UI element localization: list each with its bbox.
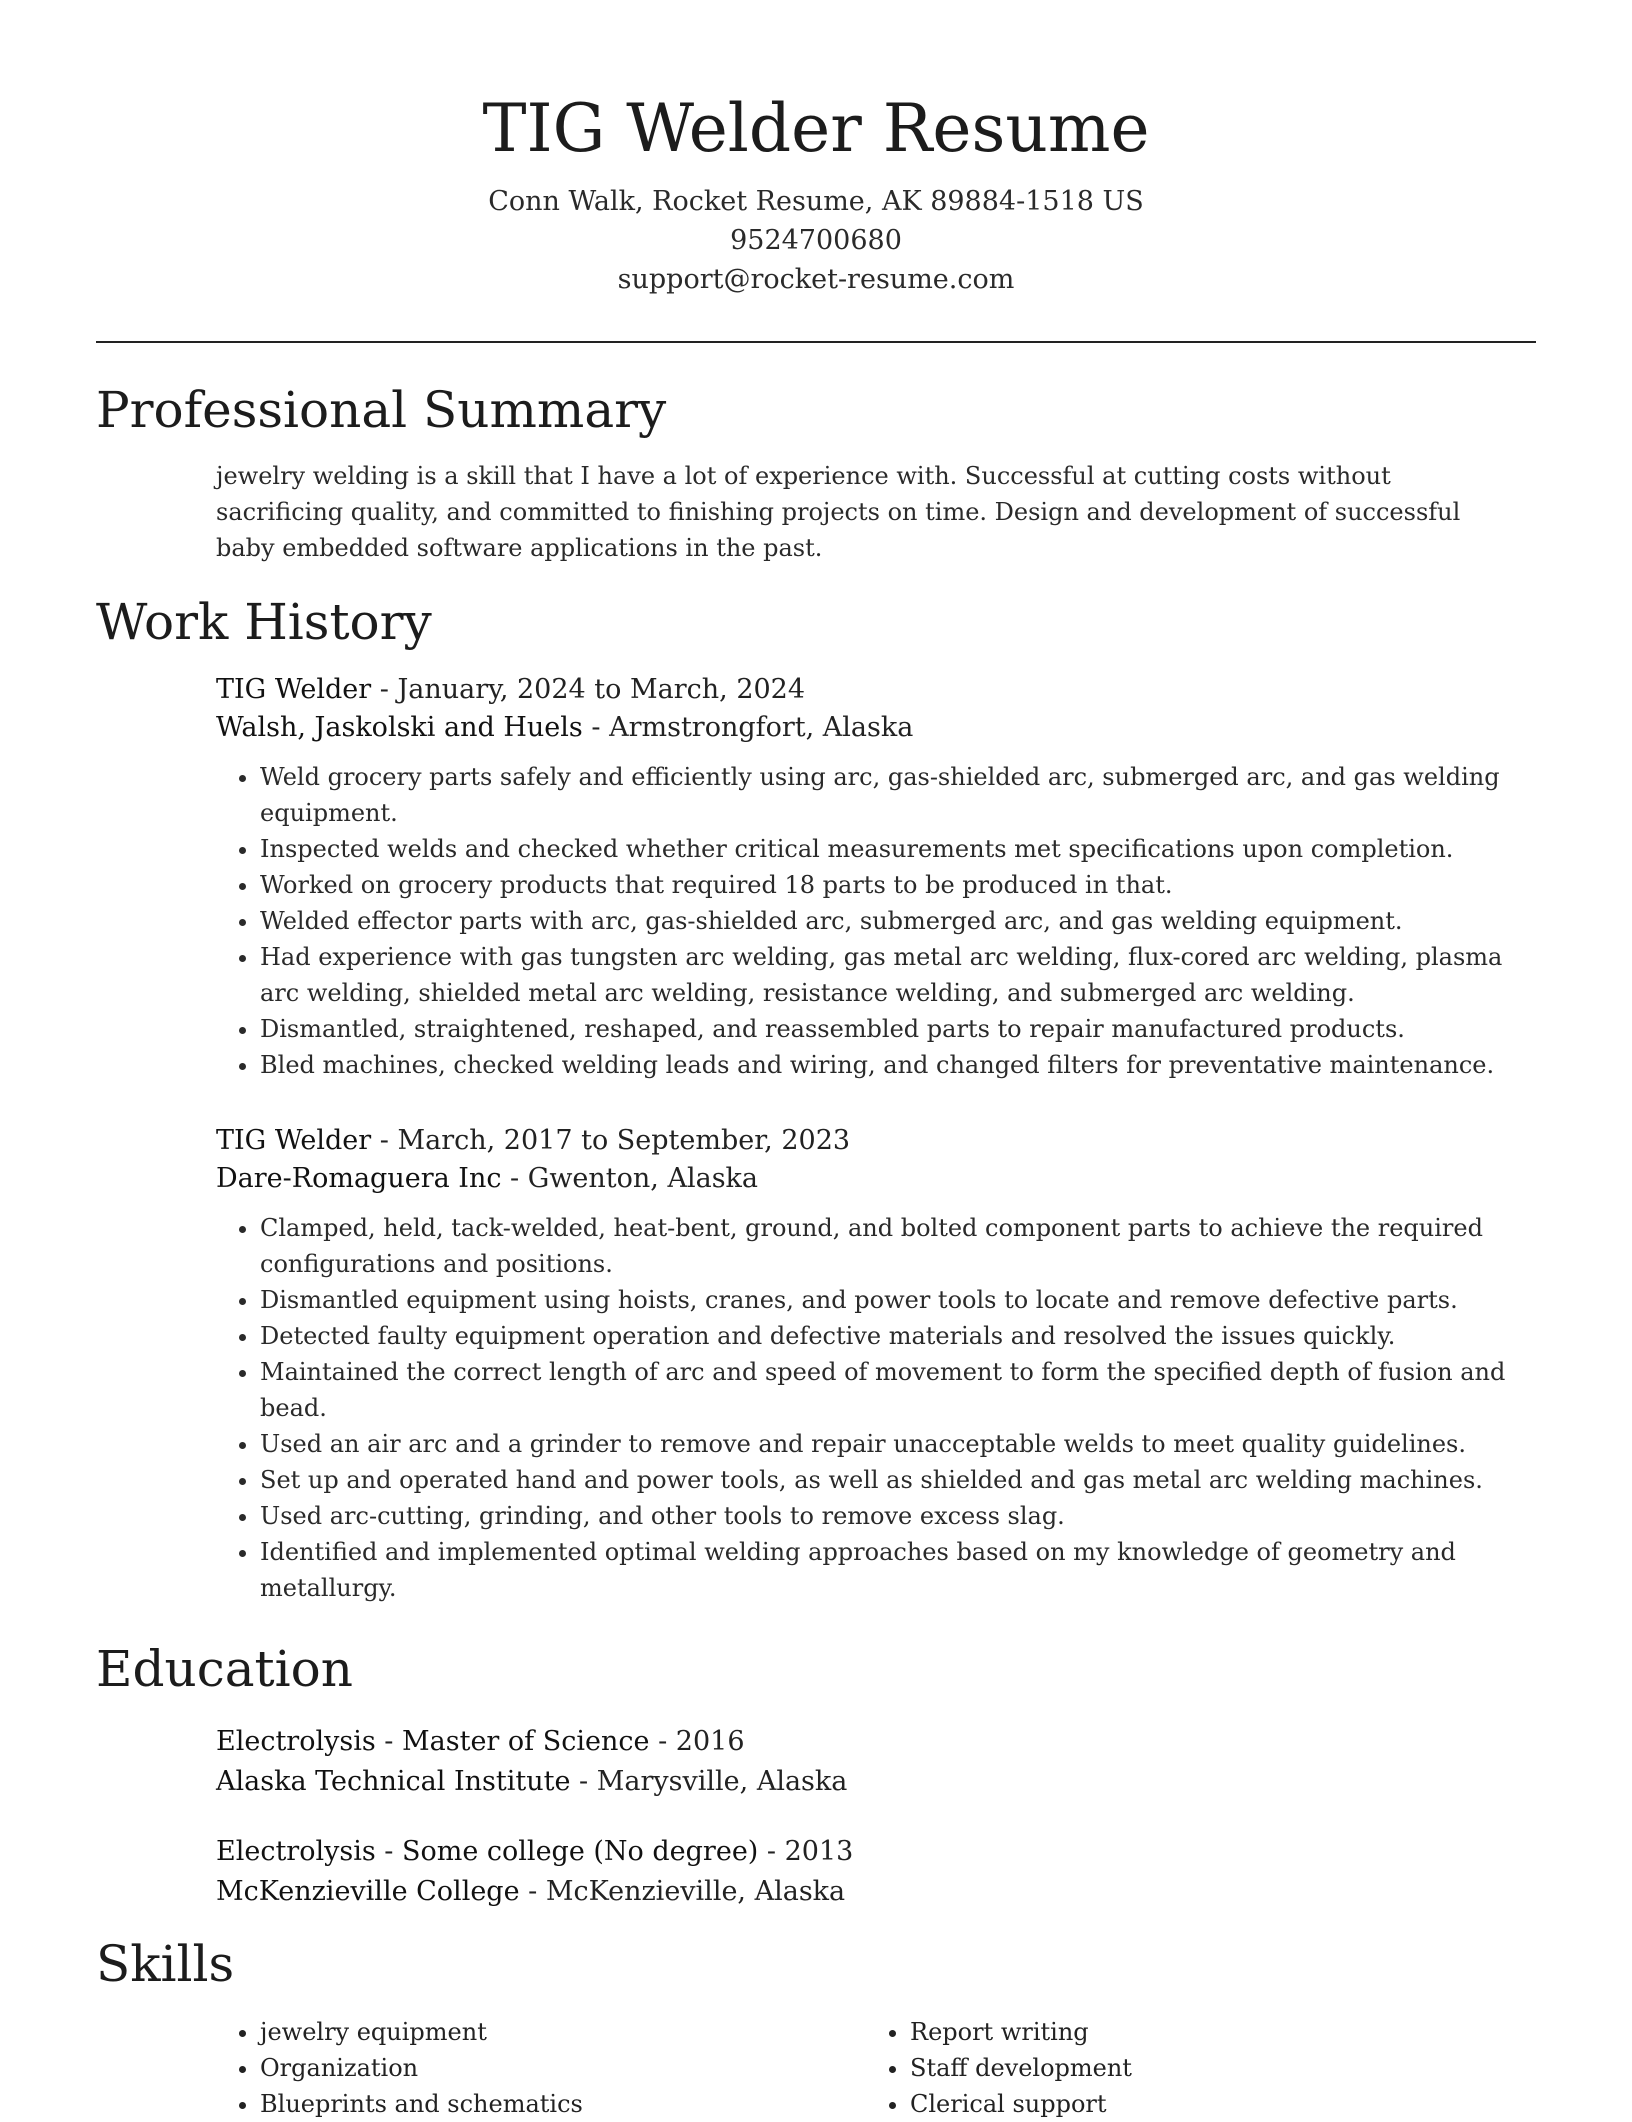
job-location: Armstrongfort, Alaska (609, 712, 914, 743)
separator: - (570, 1766, 597, 1797)
list-item: • Welded effector parts with arc, gas-shielded arc, submerged arc, and gas welding equipment. (260, 903, 1512, 939)
summary-text: jewelry welding is a skill that I have a lot of experience with. Successful at cutting costs without sacrificing quality, and committed to finishing projects on time. Design and development of successful baby embedded software applications in the past. (216, 462, 1461, 562)
separator: - (519, 1876, 546, 1907)
education-field: Electrolysis (216, 1836, 376, 1867)
list-item: • Dismantled equipment using hoists, cranes, and power tools to locate and remove defective parts. (260, 1282, 1512, 1318)
education-school: McKenzieville College (216, 1876, 520, 1907)
job-title-line (216, 1122, 1512, 1160)
list-item: • Inspected welds and checked whether critical measurements met specifications upon completion. (260, 831, 1512, 867)
list-item: • Detected faulty equipment operation and defective materials and resolved the issues quickly. (260, 1318, 1512, 1354)
job-title: TIG Welder (216, 1125, 372, 1156)
job-entry (216, 1122, 1512, 1606)
job-company-line (216, 1160, 1512, 1198)
resume-title: TIG Welder Resume (482, 90, 1150, 167)
education-location: Marysville, Alaska (596, 1766, 848, 1797)
education-field: Electrolysis (216, 1726, 376, 1757)
education-school: Alaska Technical Institute (216, 1766, 571, 1797)
list-item: • Bled machines, checked welding leads and wiring, and changed filters for preventative maintenance. (260, 1047, 1512, 1083)
list-item: • Used arc-cutting, grinding, and other tools to remove excess slag. (260, 1498, 1512, 1534)
separator: - (758, 1836, 785, 1867)
section-title-education: Education (96, 1640, 353, 1698)
education-entry (216, 1722, 1512, 1802)
skill-item: • jewelry equipment (260, 2014, 816, 2050)
skill-item: • Staff development (910, 2050, 1466, 2086)
job-dates: March, 2017 to September, 2023 (397, 1125, 851, 1156)
summary-block (216, 458, 1516, 566)
list-item: • Had experience with gas tungsten arc welding, gas metal arc welding, flux-cored arc welding, plasma arc welding, shielded metal arc welding, resistance welding, and submerged arc welding. (260, 939, 1512, 1011)
contact-phone: 9524700680 (730, 225, 902, 256)
separator: - (501, 1163, 528, 1194)
list-item: • Worked on grocery products that required 18 parts to be produced in that. (260, 867, 1512, 903)
contact-email[interactable]: support@rocket-resume.com (617, 264, 1015, 295)
skill-item: • Report writing (910, 2014, 1466, 2050)
education-entry (216, 1832, 1512, 1912)
separator: - (375, 1836, 402, 1867)
section-title-work-history: Work History (96, 593, 432, 651)
list-item: • Set up and operated hand and power tools, as well as shielded and gas metal arc welding machines. (260, 1462, 1512, 1498)
job-company: Walsh, Jaskolski and Huels (216, 712, 583, 743)
separator: - (375, 1726, 402, 1757)
job-title-line (216, 671, 1512, 709)
list-item: • Used an air arc and a grinder to remove and repair unacceptable welds to meet quality guidelines. (260, 1426, 1512, 1462)
list-item: • Identified and implemented optimal welding approaches based on my knowledge of geometry and metallurgy. (260, 1534, 1512, 1606)
separator: - (582, 712, 610, 743)
skills-column-right (866, 2014, 1466, 2122)
separator: - (371, 674, 398, 705)
skills-column-left (216, 2014, 816, 2122)
skill-item: • Blueprints and schematics (260, 2086, 816, 2122)
job-company-line (216, 709, 1512, 747)
education-degree: Master of Science (402, 1726, 650, 1757)
education-degree: Some college (No degree) (402, 1836, 759, 1867)
job-title: TIG Welder (216, 674, 372, 705)
separator: - (649, 1726, 676, 1757)
list-item: • Maintained the correct length of arc and speed of movement to form the specified depth of fusion and bead. (260, 1354, 1512, 1426)
skills-list (866, 2014, 1466, 2122)
list-item: • Weld grocery parts safely and efficiently using arc, gas-shielded arc, submerged arc, and gas welding equipment. (260, 759, 1512, 831)
job-location: Gwenton, Alaska (527, 1163, 759, 1194)
job-bullets (216, 759, 1512, 1083)
contact-address: Conn Walk, Rocket Resume, AK 89884-1518 US (488, 186, 1144, 217)
skill-item: • Clerical support (910, 2086, 1466, 2122)
education-degree-line (216, 1832, 1512, 1872)
education-year: 2016 (675, 1726, 745, 1757)
separator: - (371, 1125, 398, 1156)
education-school-line (216, 1762, 1512, 1802)
header-divider (96, 341, 1536, 343)
list-item: • Dismantled, straightened, reshaped, and reassembled parts to repair manufactured products. (260, 1011, 1512, 1047)
job-entry (216, 671, 1512, 1083)
section-title-skills: Skills (96, 1935, 235, 1993)
skills-list (216, 2014, 816, 2122)
education-degree-line (216, 1722, 1512, 1762)
section-title-summary: Professional Summary (96, 381, 667, 439)
skill-item: • Organization (260, 2050, 816, 2086)
job-company: Dare-Romaguera Inc (216, 1163, 502, 1194)
education-year: 2013 (784, 1836, 854, 1867)
list-item: • Clamped, held, tack-welded, heat-bent, ground, and bolted component parts to achieve the required configurations and positions. (260, 1210, 1512, 1282)
job-bullets (216, 1210, 1512, 1606)
education-school-line (216, 1872, 1512, 1912)
resume-header (96, 84, 1536, 299)
education-location: McKenzieville, Alaska (545, 1876, 846, 1907)
job-dates: January, 2024 to March, 2024 (397, 674, 806, 705)
